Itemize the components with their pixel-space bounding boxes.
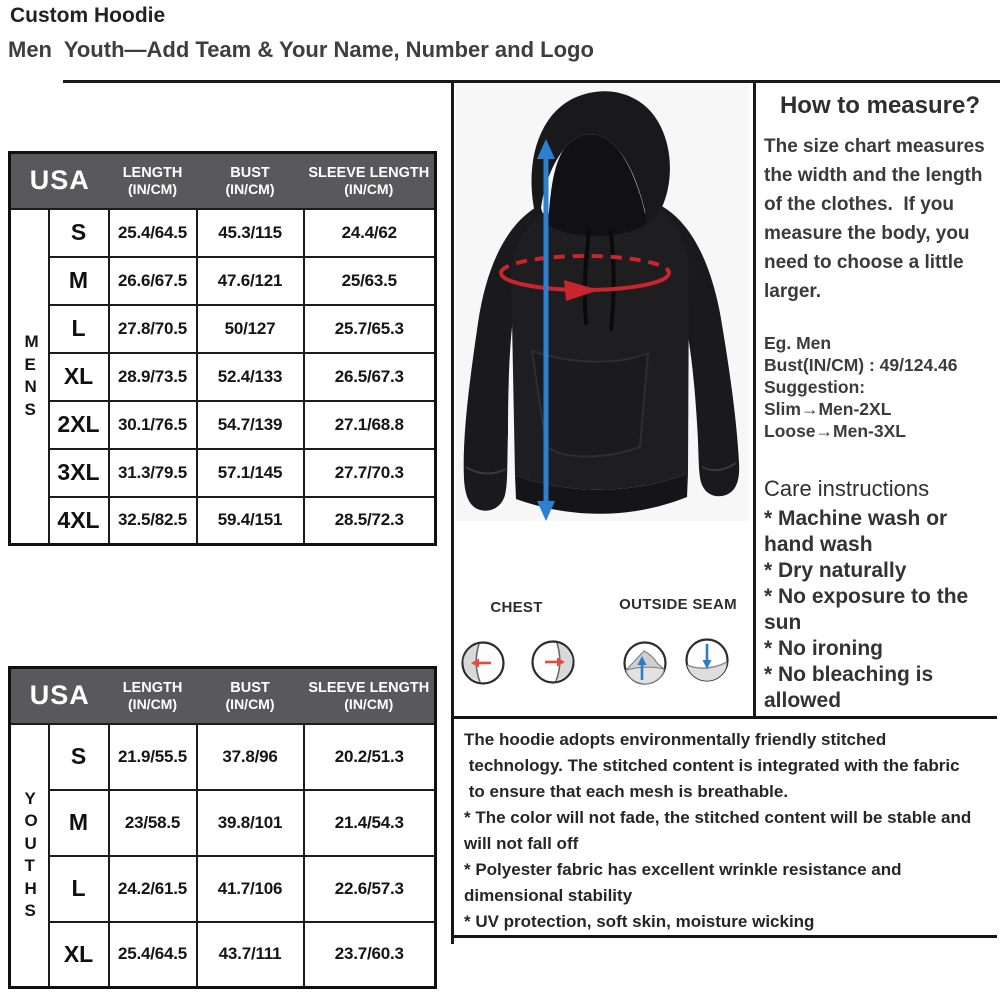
length-cell: 28.9/73.5 [109, 353, 197, 401]
size-cell: XL [49, 922, 109, 988]
column-header-bust-title: BUST [230, 164, 270, 181]
hoodie-image [452, 83, 753, 523]
bust-cell: 50/127 [197, 305, 304, 353]
table-row [10, 724, 436, 790]
size-cell: 4XL [49, 497, 109, 545]
bust-cell: 45.3/115 [197, 209, 304, 257]
size-cell: M [49, 257, 109, 305]
description-line: technology. The stitched content is integrated with the fabric [464, 756, 960, 775]
size-cell: L [49, 856, 109, 922]
sleeve-cell: 27.1/68.8 [304, 401, 436, 449]
description-line: * The color will not fade, the stitched content will be stable and [464, 808, 972, 827]
care-item: * Dry naturally [764, 559, 907, 582]
care-instructions-heading: Care instructions [764, 476, 930, 501]
table-row [10, 257, 436, 305]
column-header-length [109, 153, 197, 209]
hoodie-photo-panel [452, 83, 753, 716]
outside-seam-label: OUTSIDE SEAM [619, 596, 737, 613]
table-row [10, 449, 436, 497]
sizing-example [764, 332, 996, 442]
size-cell: 3XL [49, 449, 109, 497]
bust-cell: 47.6/121 [197, 257, 304, 305]
table-row [10, 401, 436, 449]
column-header-sleeve [304, 668, 436, 724]
size-cell: S [49, 724, 109, 790]
bust-cell: 41.7/106 [197, 856, 304, 922]
care-item: * No bleaching is allowed [764, 663, 934, 712]
youths-group-label: YOUTHS [24, 788, 38, 921]
column-header-sleeve-title: SLEEVE LENGTH [308, 679, 430, 696]
column-header-length-unit: (IN/CM) [128, 695, 178, 712]
column-header-sleeve-unit: (IN/CM) [344, 695, 394, 712]
column-header-bust [197, 153, 304, 209]
sleeve-cell: 24.4/62 [304, 209, 436, 257]
chest-measure-left-icon [460, 640, 506, 686]
length-cell: 24.2/61.5 [109, 856, 197, 922]
length-cell: 32.5/82.5 [109, 497, 197, 545]
middle-vertical-divider [753, 80, 756, 716]
product-description-box [451, 716, 997, 938]
how-to-measure-heading: How to measure? [779, 92, 981, 119]
description-line: to ensure that each mesh is breathable. [464, 782, 789, 801]
bust-cell: 59.4/151 [197, 497, 304, 545]
column-header-sleeve-title: SLEEVE LENGTH [308, 164, 430, 181]
sleeve-cell: 25.7/65.3 [304, 305, 436, 353]
chest-measure-right-icon [530, 639, 576, 685]
table-row [10, 305, 436, 353]
example-line: Suggestion: [764, 377, 866, 397]
description-line: The hoodie adopts environmentally friendly stitched [464, 730, 887, 749]
bust-cell: 39.8/101 [197, 790, 304, 856]
how-to-measure-panel [764, 92, 996, 714]
seam-measure-down-icon [684, 637, 730, 683]
sleeve-cell: 20.2/51.3 [304, 724, 436, 790]
column-header-sleeve [304, 153, 436, 209]
table-row [10, 353, 436, 401]
column-header-length-unit: (IN/CM) [128, 180, 178, 197]
column-header-usa: USA [29, 680, 90, 711]
youths-table-header-row [10, 668, 436, 724]
description-line: * Polyester fabric has excellent wrinkle resistance and [464, 860, 902, 879]
mens-table-header-row [10, 153, 436, 209]
bust-cell: 52.4/133 [197, 353, 304, 401]
example-line: Slim→Men-2XL [764, 399, 892, 419]
example-line: Eg. Men [764, 333, 832, 353]
mens-group-label: MENS [24, 332, 39, 419]
column-header-length-title: LENGTH [122, 679, 183, 696]
column-header-usa: USA [29, 165, 90, 196]
seam-measure-up-icon [622, 640, 668, 686]
page-title: Custom Hoodie [10, 4, 166, 27]
sleeve-cell: 22.6/57.3 [304, 856, 436, 922]
size-cell: M [49, 790, 109, 856]
table-row [10, 856, 436, 922]
sleeve-cell: 27.7/70.3 [304, 449, 436, 497]
example-line: Bust(IN/CM) : 49/124.46 [764, 355, 958, 375]
how-to-measure-body: The size chart measures the width and the length of the clothes. If you measure the body, you need to choose a little larger. [764, 136, 990, 302]
sleeve-cell: 25/63.5 [304, 257, 436, 305]
sleeve-cell: 21.4/54.3 [304, 790, 436, 856]
column-header-bust-unit: (IN/CM) [225, 180, 275, 197]
youths-size-table [8, 666, 437, 989]
page-subtitle: Men Youth—Add Team & Your Name, Number and Logo [8, 37, 594, 62]
bust-cell: 54.7/139 [197, 401, 304, 449]
size-cell: L [49, 305, 109, 353]
table-row [10, 790, 436, 856]
care-instructions [764, 476, 979, 714]
sleeve-cell: 23.7/60.3 [304, 922, 436, 988]
length-cell: 25.4/64.5 [109, 209, 197, 257]
care-item: * No exposure to the sun [764, 585, 969, 634]
length-cell: 26.6/67.5 [109, 257, 197, 305]
column-header-bust [197, 668, 304, 724]
table-row [10, 497, 436, 545]
chest-label: CHEST [490, 599, 543, 616]
bust-cell: 43.7/111 [197, 922, 304, 988]
description-line: dimensional stability [464, 886, 633, 905]
size-cell: S [49, 209, 109, 257]
column-header-bust-title: BUST [230, 679, 270, 696]
description-line: will not fall off [464, 834, 579, 853]
column-header-bust-unit: (IN/CM) [225, 695, 275, 712]
mens-size-table [8, 151, 437, 546]
table-row [10, 209, 436, 257]
sleeve-cell: 26.5/67.3 [304, 353, 436, 401]
length-cell: 21.9/55.5 [109, 724, 197, 790]
example-line: Loose→Men-3XL [764, 421, 906, 441]
length-cell: 30.1/76.5 [109, 401, 197, 449]
column-header-length-title: LENGTH [122, 164, 183, 181]
kangaroo-pocket [532, 351, 648, 457]
column-header-length [109, 668, 197, 724]
column-header-sleeve-unit: (IN/CM) [344, 180, 394, 197]
sleeve-cell: 28.5/72.3 [304, 497, 436, 545]
length-cell: 25.4/64.5 [109, 922, 197, 988]
bust-cell: 57.1/145 [197, 449, 304, 497]
description-line: * UV protection, soft skin, moisture wicking [464, 912, 815, 931]
youths-group-cell [10, 724, 49, 988]
mens-group-cell [10, 209, 49, 545]
length-cell: 31.3/79.5 [109, 449, 197, 497]
size-cell: XL [49, 353, 109, 401]
length-cell: 23/58.5 [109, 790, 197, 856]
length-cell: 27.8/70.5 [109, 305, 197, 353]
care-item: * Machine wash or hand wash [764, 507, 948, 556]
bust-cell: 37.8/96 [197, 724, 304, 790]
table-row [10, 922, 436, 988]
care-item: * No ironing [764, 637, 883, 660]
size-cell: 2XL [49, 401, 109, 449]
